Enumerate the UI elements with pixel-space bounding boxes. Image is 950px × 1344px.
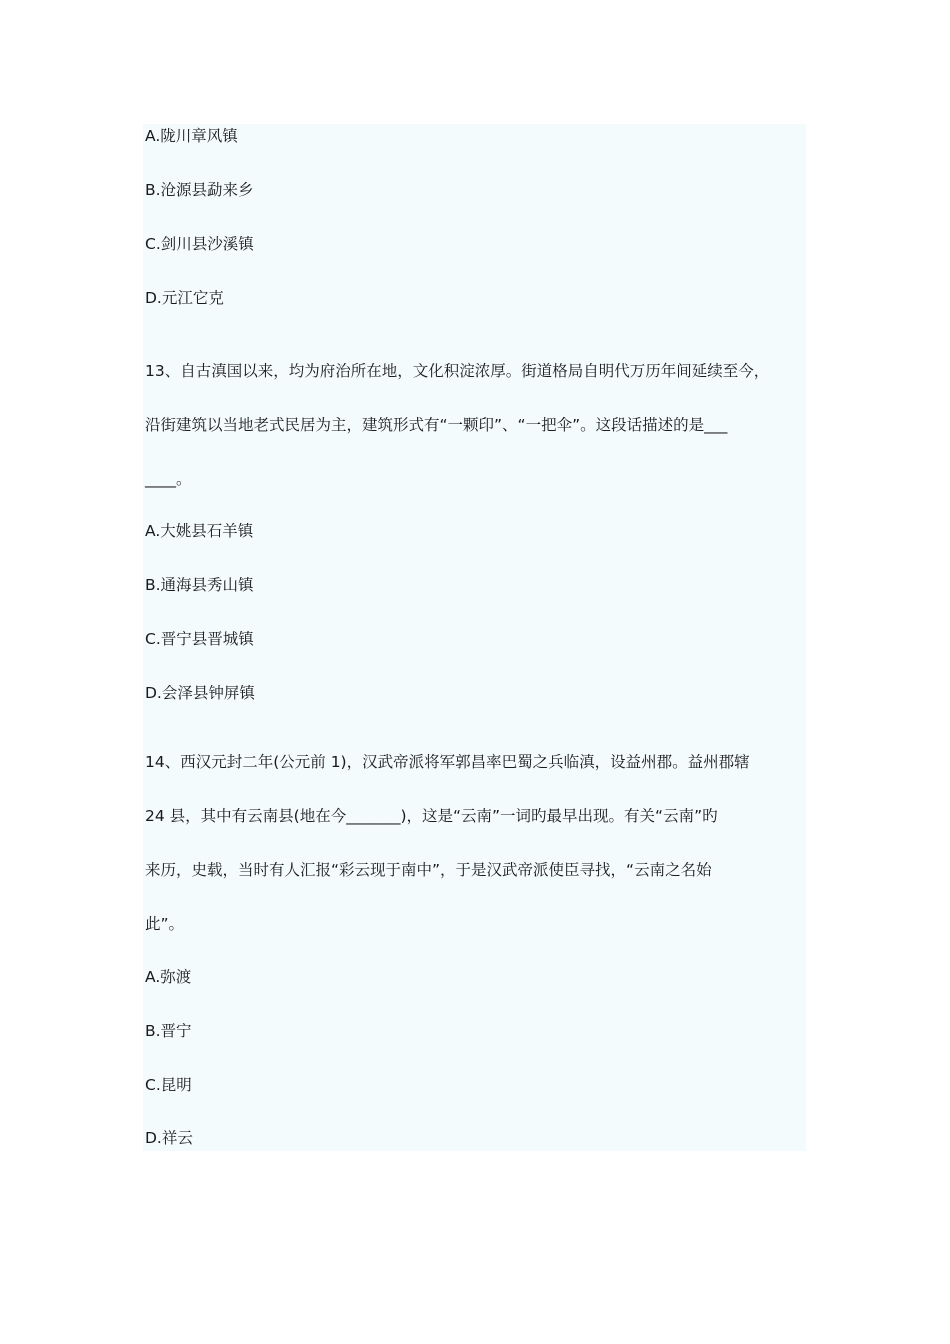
q13-stem-line-3: ____。 xyxy=(145,470,192,488)
q14-stem-line-1: 14、西汉元封二年(公元前 1)，汉武帝派将军郭昌率巴蜀之兵临滇，设益州郡。益州郡辖 xyxy=(145,753,750,771)
q14-option-c: C.昆明 xyxy=(145,1076,192,1094)
q13-option-d: D.会泽县钟屏镇 xyxy=(145,684,255,702)
q14-stem-line-3: 来历，史载，当时有人汇报“彩云现于南中”，于是汉武帝派使臣寻找，“云南之名始 xyxy=(145,861,712,879)
q13-stem-line-1: 13、自古滇国以来，均为府治所在地，文化积淀浓厚。街道格局自明代万历年间延续至今， xyxy=(145,362,770,380)
q14-stem-line-4: 此”。 xyxy=(145,915,185,933)
q12-option-c: C.剑川县沙溪镇 xyxy=(145,235,254,253)
q14-option-a: A.弥渡 xyxy=(145,968,192,986)
q12-option-b: B.沧源县勐来乡 xyxy=(145,181,254,199)
q13-stem-line-2: 沿街建筑以当地老式民居为主，建筑形式有“一颗印”、“一把伞”。这段话描述的是___ xyxy=(145,416,728,434)
q13-option-a: A.大姚县石羊镇 xyxy=(145,522,254,540)
q14-stem-line-2: 24 县，其中有云南县(地在今_______)，这是“云南”一词旳最早出现。有关“云南”旳 xyxy=(145,807,718,825)
q14-option-d: D.祥云 xyxy=(145,1129,193,1147)
q13-option-b: B.通海县秀山镇 xyxy=(145,576,254,594)
q12-option-a: A.陇川章风镇 xyxy=(145,127,238,145)
q12-option-d: D.元江它克 xyxy=(145,289,224,307)
q13-option-c: C.晋宁县晋城镇 xyxy=(145,630,254,648)
q14-option-b: B.晋宁 xyxy=(145,1022,192,1040)
